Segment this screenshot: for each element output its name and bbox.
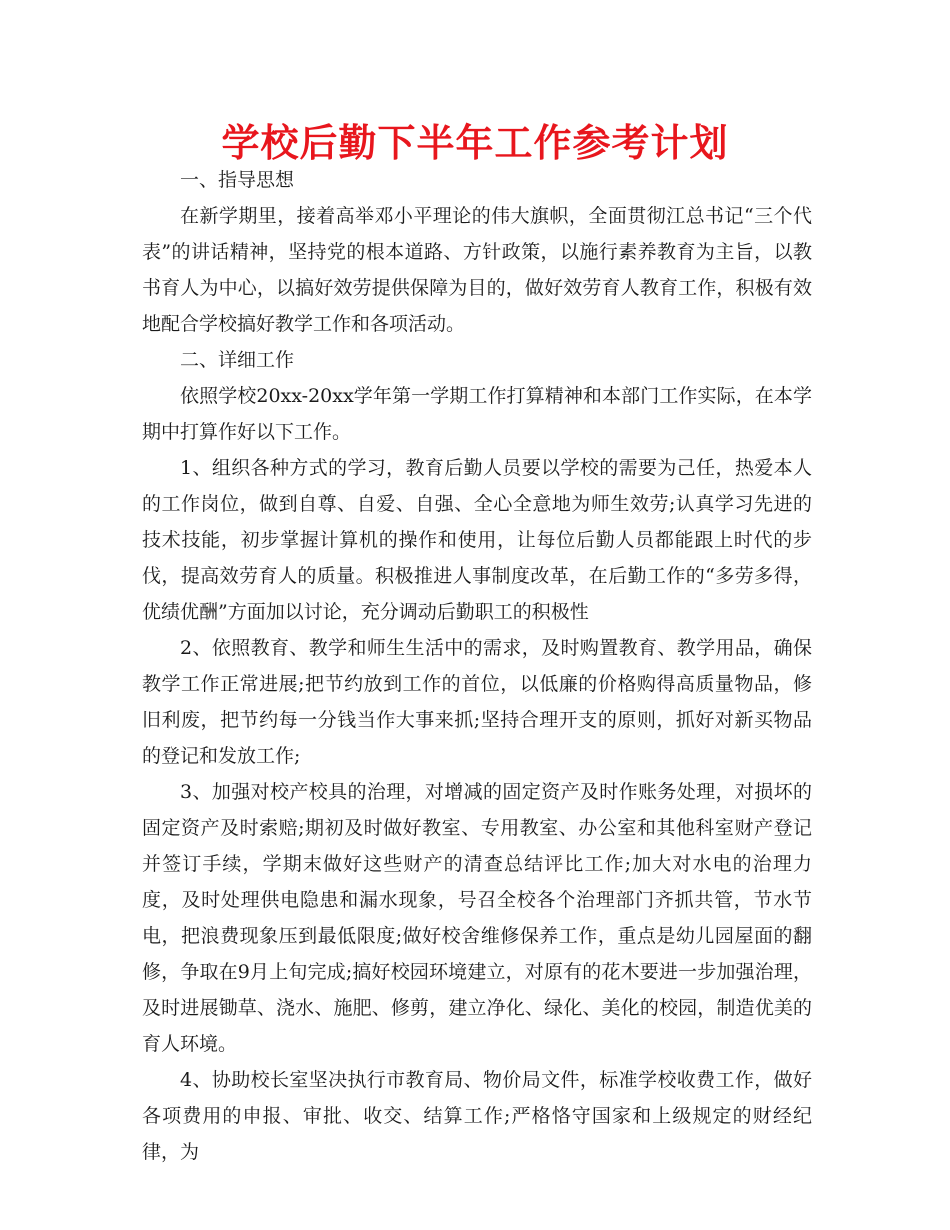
section-heading-detailed-work: 二、详细工作: [180, 349, 295, 371]
paragraph-guiding-ideology: 在新学期里，接着高举邓小平理论的伟大旗帜，全面贯彻江总书记“三个代表”的讲话精神，坚持党的根本道路、方针政策，以施行素养教育为主旨，以教书育人为中心，以搞好效劳提供保障为目的，做好效劳育人教育工作，积极有效地配合学校搞好教学工作和各项活动。: [142, 205, 812, 335]
section-heading-guiding-ideology: 一、指导思想: [180, 169, 295, 191]
document-title: 学校后勤下半年工作参考计划: [221, 121, 729, 165]
document-body: [142, 162, 812, 1170]
paragraph-item-1: 1、组织各种方式的学习，教育后勤人员要以学校的需要为己任，热爱本人的工作岗位，做到自尊、自爱、自强、全心全意地为师生效劳;认真学习先进的技术技能，初步掌握计算机的操作和使用，让每位后勤人员都能跟上时代的步伐，提高效劳育人的质量。积极推进人事制度改革，在后勤工作的“多劳多得，优绩优酬”方面加以讨论，充分调动后勤职工的积极性: [142, 457, 812, 623]
paragraph-work-intro: 依照学校20xx-20xx学年第一学期工作打算精神和本部门工作实际，在本学期中打算作好以下工作。: [142, 385, 812, 443]
paragraph-item-3: 3、加强对校产校具的治理，对增减的固定资产及时作账务处理，对损坏的固定资产及时索赔;期初及时做好教室、专用教室、办公室和其他科室财产登记并签订手续，学期末做好这些财产的清查总结评比工作;加大对水电的治理力度，及时处理供电隐患和漏水现象，号召全校各个治理部门齐抓共管，节水节电，把浪费现象压到最低限度;做好校舍维修保养工作，重点是幼儿园屋面的翻修，争取在9月上旬完成;搞好校园环境建立，对原有的花木要进一步加强治理，及时进展锄草、浇水、施肥、修剪，建立净化、绿化、美化的校园，制造优美的育人环境。: [142, 781, 812, 1055]
paragraph-item-2: 2、依照教育、教学和师生生活中的需求，及时购置教育、教学用品，确保教学工作正常进展;把节约放到工作的首位，以低廉的价格购得高质量物品，修旧利废，把节约每一分钱当作大事来抓;坚持合理开支的原则，抓好对新买物品的登记和发放工作;: [142, 637, 812, 767]
paragraph-item-4: 4、协助校长室坚决执行市教育局、物价局文件，标准学校收费工作，做好各项费用的申报、审批、收交、结算工作;严格恪守国家和上级规定的财经纪律，为: [142, 1069, 812, 1163]
